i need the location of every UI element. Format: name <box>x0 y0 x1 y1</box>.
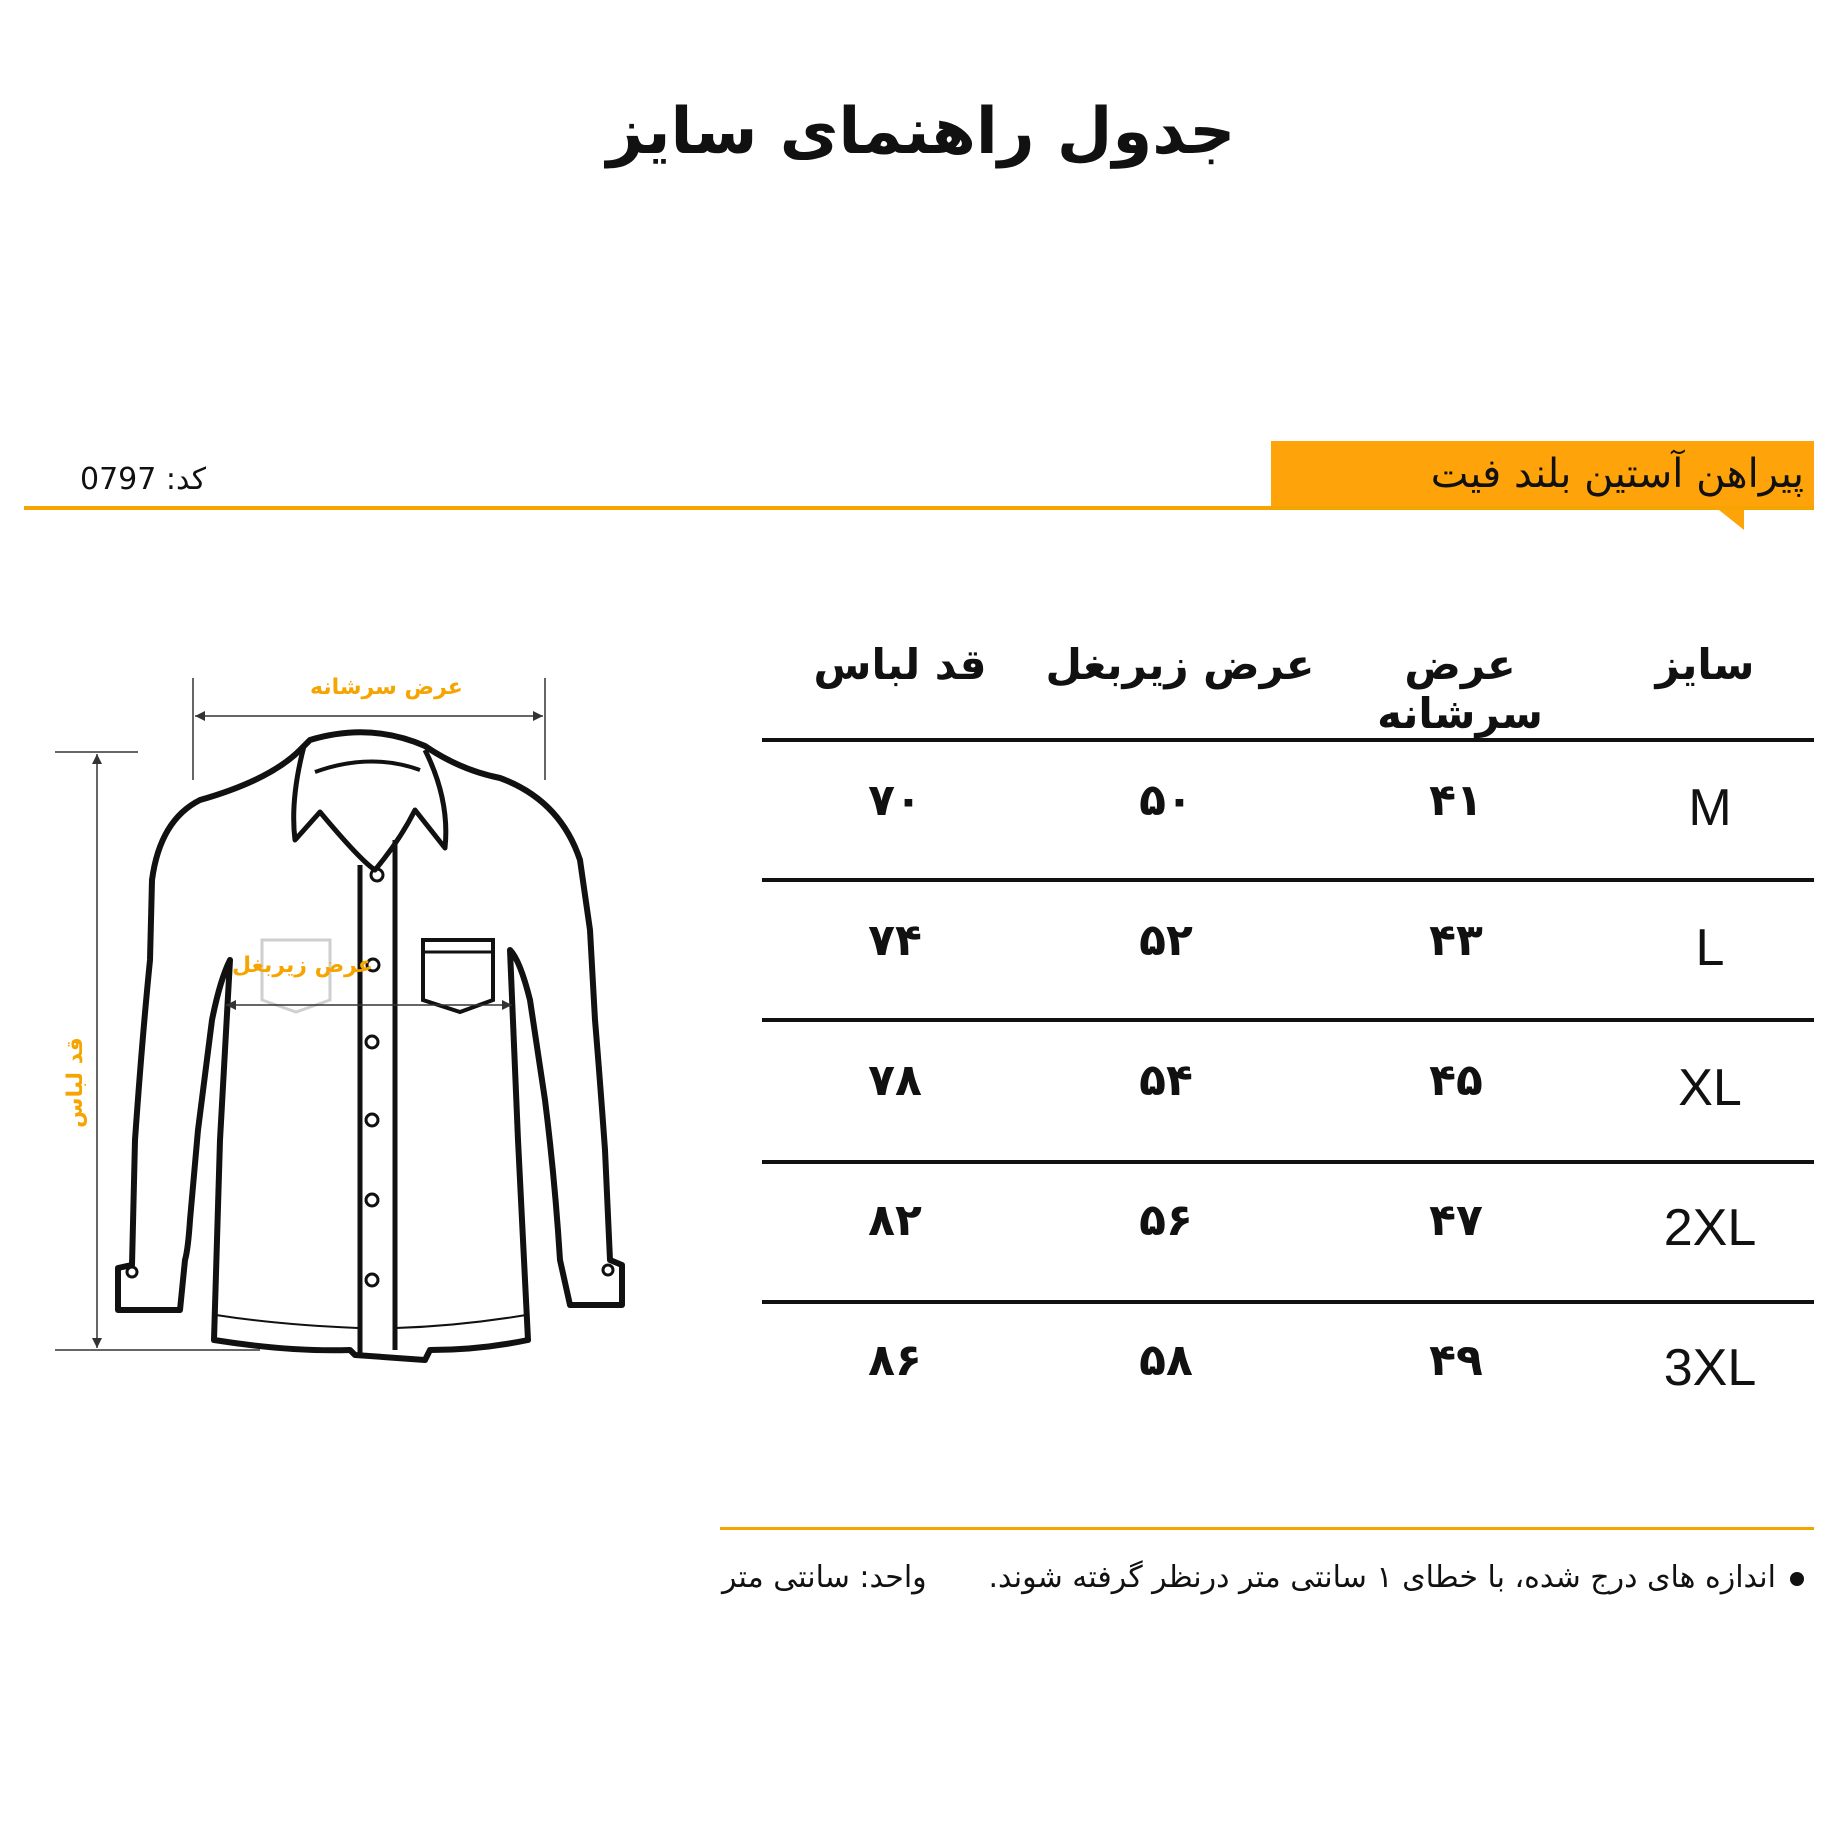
table-cell-length: ۷۴ <box>868 915 922 966</box>
table-cell-armpit: ۵۸ <box>1139 1335 1193 1386</box>
row-divider <box>762 1018 1814 1022</box>
shirt-diagram <box>40 660 660 1380</box>
table-cell-armpit: ۵۶ <box>1139 1195 1193 1246</box>
header-armpit: عرض زیربغل <box>1045 640 1315 689</box>
table-cell-size: M <box>1688 779 1732 837</box>
product-code: کد: 0797 <box>80 462 207 497</box>
table-cell-length: ۷۸ <box>868 1055 922 1106</box>
bullet-icon <box>1790 1572 1804 1586</box>
table-cell-armpit: ۵۲ <box>1139 915 1193 966</box>
table-cell-shoulder: ۴۵ <box>1429 1055 1483 1106</box>
header-divider <box>24 506 1814 510</box>
row-divider <box>762 1300 1814 1304</box>
diagram-length-label: قد لباس <box>62 1037 88 1128</box>
table-cell-size: XL <box>1678 1059 1742 1117</box>
table-cell-shoulder: ۴۱ <box>1429 775 1483 826</box>
table-cell-size: 2XL <box>1663 1199 1757 1257</box>
table-cell-shoulder: ۴۷ <box>1429 1195 1483 1246</box>
table-cell-shoulder: ۴۳ <box>1429 915 1483 966</box>
diagram-armpit-label: عرض زیربغل <box>232 953 373 978</box>
table-cell-armpit: ۵۰ <box>1139 775 1193 826</box>
table-cell-size: 3XL <box>1663 1339 1757 1397</box>
page-title: جدول راهنمای سایز <box>606 95 1236 169</box>
unit-label: واحد: سانتی متر <box>722 1560 927 1595</box>
table-cell-shoulder: ۴۹ <box>1429 1335 1483 1386</box>
note-text: اندازه های درج شده، با خطای ۱ سانتی متر درنظر گرفته شوند. <box>988 1560 1776 1595</box>
header-size: سایز <box>1655 640 1755 689</box>
measurement-note <box>988 1560 1804 1595</box>
row-divider <box>762 878 1814 882</box>
footer-divider <box>720 1527 1814 1530</box>
table-cell-length: ۸۲ <box>868 1195 922 1246</box>
row-divider <box>762 1160 1814 1164</box>
table-cell-length: ۸۶ <box>868 1335 922 1386</box>
row-divider <box>762 738 1814 742</box>
diagram-shoulder-label: عرض سرشانه <box>310 675 463 700</box>
product-name-banner: پیراهن آستین بلند فیت <box>1271 441 1814 508</box>
header-shoulder: عرض سرشانه <box>1377 640 1543 738</box>
table-cell-armpit: ۵۴ <box>1139 1055 1193 1106</box>
table-cell-size: L <box>1695 919 1725 977</box>
table-cell-length: ۷۰ <box>868 775 922 826</box>
header-length: قد لباس <box>813 640 987 689</box>
